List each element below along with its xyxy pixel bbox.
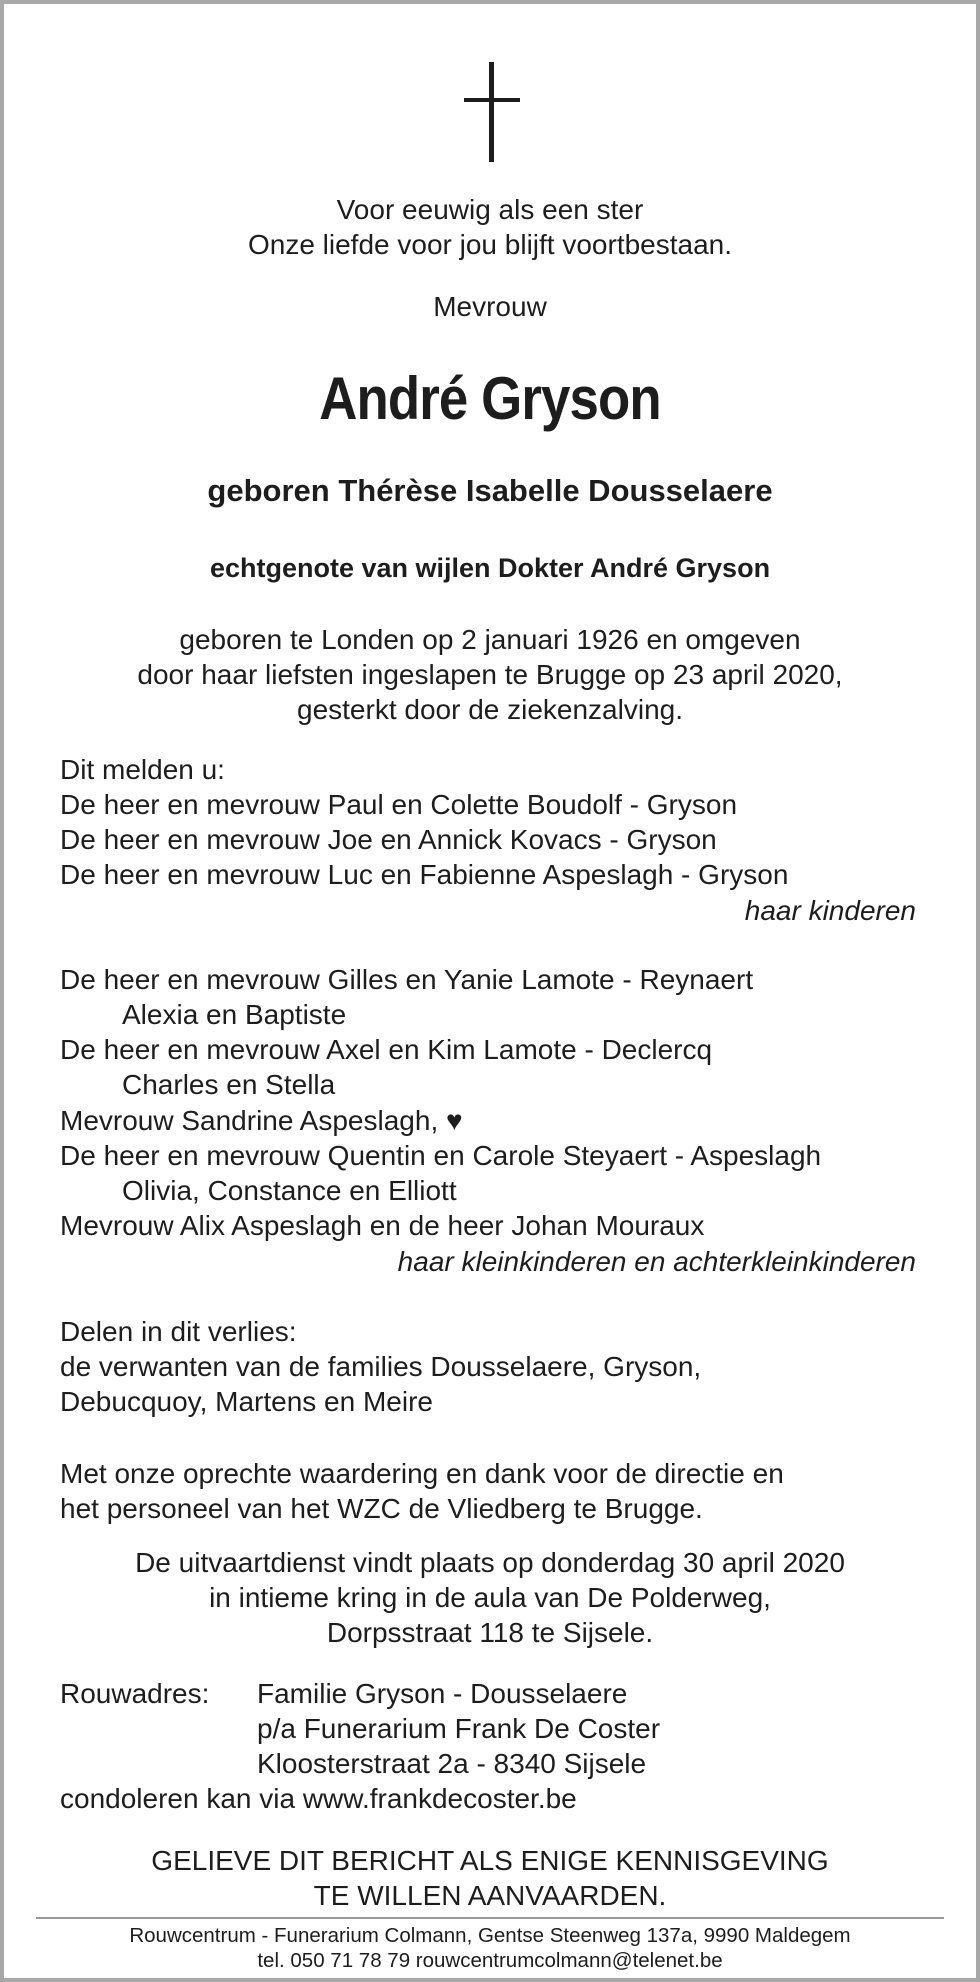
grandchild-line: Charles en Stella	[122, 1069, 336, 1100]
latin-cross-icon	[464, 62, 520, 162]
thanks-line: Met onze oprechte waardering en dank voor de directie en	[60, 1458, 784, 1489]
address-line: Kloosterstraat 2a - 8340 Sijsele	[257, 1748, 647, 1779]
share-line: Delen in dit verlies:	[60, 1316, 297, 1347]
spouse-line: echtgenote van wijlen Dokter André Gryson	[209, 553, 771, 583]
verse-line: Onze liefde voor jou blijft voortbestaan.	[247, 229, 733, 260]
grandchild-line: Mevrouw Sandrine Aspeslagh, ♥	[60, 1105, 463, 1136]
footer-line: Rouwcentrum - Funerarium Colmann, Gentse Steenweg 137a, 9990 Maldegem	[129, 1924, 851, 1947]
address-label: Rouwadres:	[60, 1678, 210, 1709]
notice-line: GELIEVE DIT BERICHT ALS ENIGE KENNISGEVING	[151, 1845, 829, 1876]
notice-line: TE WILLEN AANVAARDEN.	[313, 1880, 667, 1911]
funeral-line: Dorpsstraat 118 te Sijsele.	[326, 1617, 654, 1648]
birth-name: geboren Thérèse Isabelle Dousselaere	[207, 473, 773, 508]
grandchild-line: De heer en mevrouw Gilles en Yanie Lamote - Reynaert	[60, 964, 754, 995]
announce-label: Dit melden u:	[60, 754, 225, 785]
address-line: p/a Funerarium Frank De Coster	[257, 1713, 661, 1744]
grandchild-line: Olivia, Constance en Elliott	[122, 1175, 457, 1206]
funeral-line: in intieme kring in de aula van De Polderweg,	[209, 1582, 771, 1613]
life-line: door haar liefsten ingeslapen te Brugge op 23 april 2020,	[137, 659, 843, 690]
thanks-line: het personeel van het WZC de Vliedberg te Brugge.	[60, 1493, 703, 1524]
grandchild-line: Alexia en Baptiste	[122, 999, 347, 1030]
share-line: Debucquoy, Martens en Meire	[60, 1386, 433, 1417]
life-line: geboren te Londen op 2 januari 1926 en omgeven	[179, 624, 801, 655]
condolence-line: condoleren kan via www.frankdecoster.be	[60, 1783, 577, 1814]
child-line: De heer en mevrouw Luc en Fabienne Aspeslagh - Gryson	[60, 859, 789, 890]
grandchild-line: Mevrouw Alix Aspeslagh en de heer Johan Mouraux	[60, 1210, 705, 1241]
share-line: de verwanten van de families Dousselaere, Gryson,	[60, 1351, 702, 1382]
footer-divider	[36, 1917, 944, 1919]
grandchild-line: De heer en mevrouw Quentin en Carole Steyaert - Aspeslagh	[60, 1140, 822, 1171]
child-line: De heer en mevrouw Joe en Annick Kovacs - Gryson	[60, 824, 717, 855]
grandchild-line: De heer en mevrouw Axel en Kim Lamote - Declercq	[60, 1034, 713, 1065]
verse-line: Voor eeuwig als een ster	[336, 194, 644, 225]
funeral-line: De uitvaartdienst vindt plaats op donderdag 30 april 2020	[135, 1547, 845, 1578]
children-label: haar kinderen	[744, 895, 916, 926]
title: Mevrouw	[433, 291, 547, 322]
deceased-name: André Gryson	[319, 365, 661, 432]
address-line: Familie Gryson - Dousselaere	[257, 1678, 628, 1709]
life-line: gesterkt door de ziekenzalving.	[297, 694, 683, 725]
grandchildren-label: haar kleinkinderen en achterkleinkinderen	[397, 1246, 916, 1277]
footer-line: tel. 050 71 78 79 rouwcentrumcolmann@telenet.be	[257, 1949, 723, 1972]
child-line: De heer en mevrouw Paul en Colette Boudolf - Gryson	[60, 789, 738, 820]
